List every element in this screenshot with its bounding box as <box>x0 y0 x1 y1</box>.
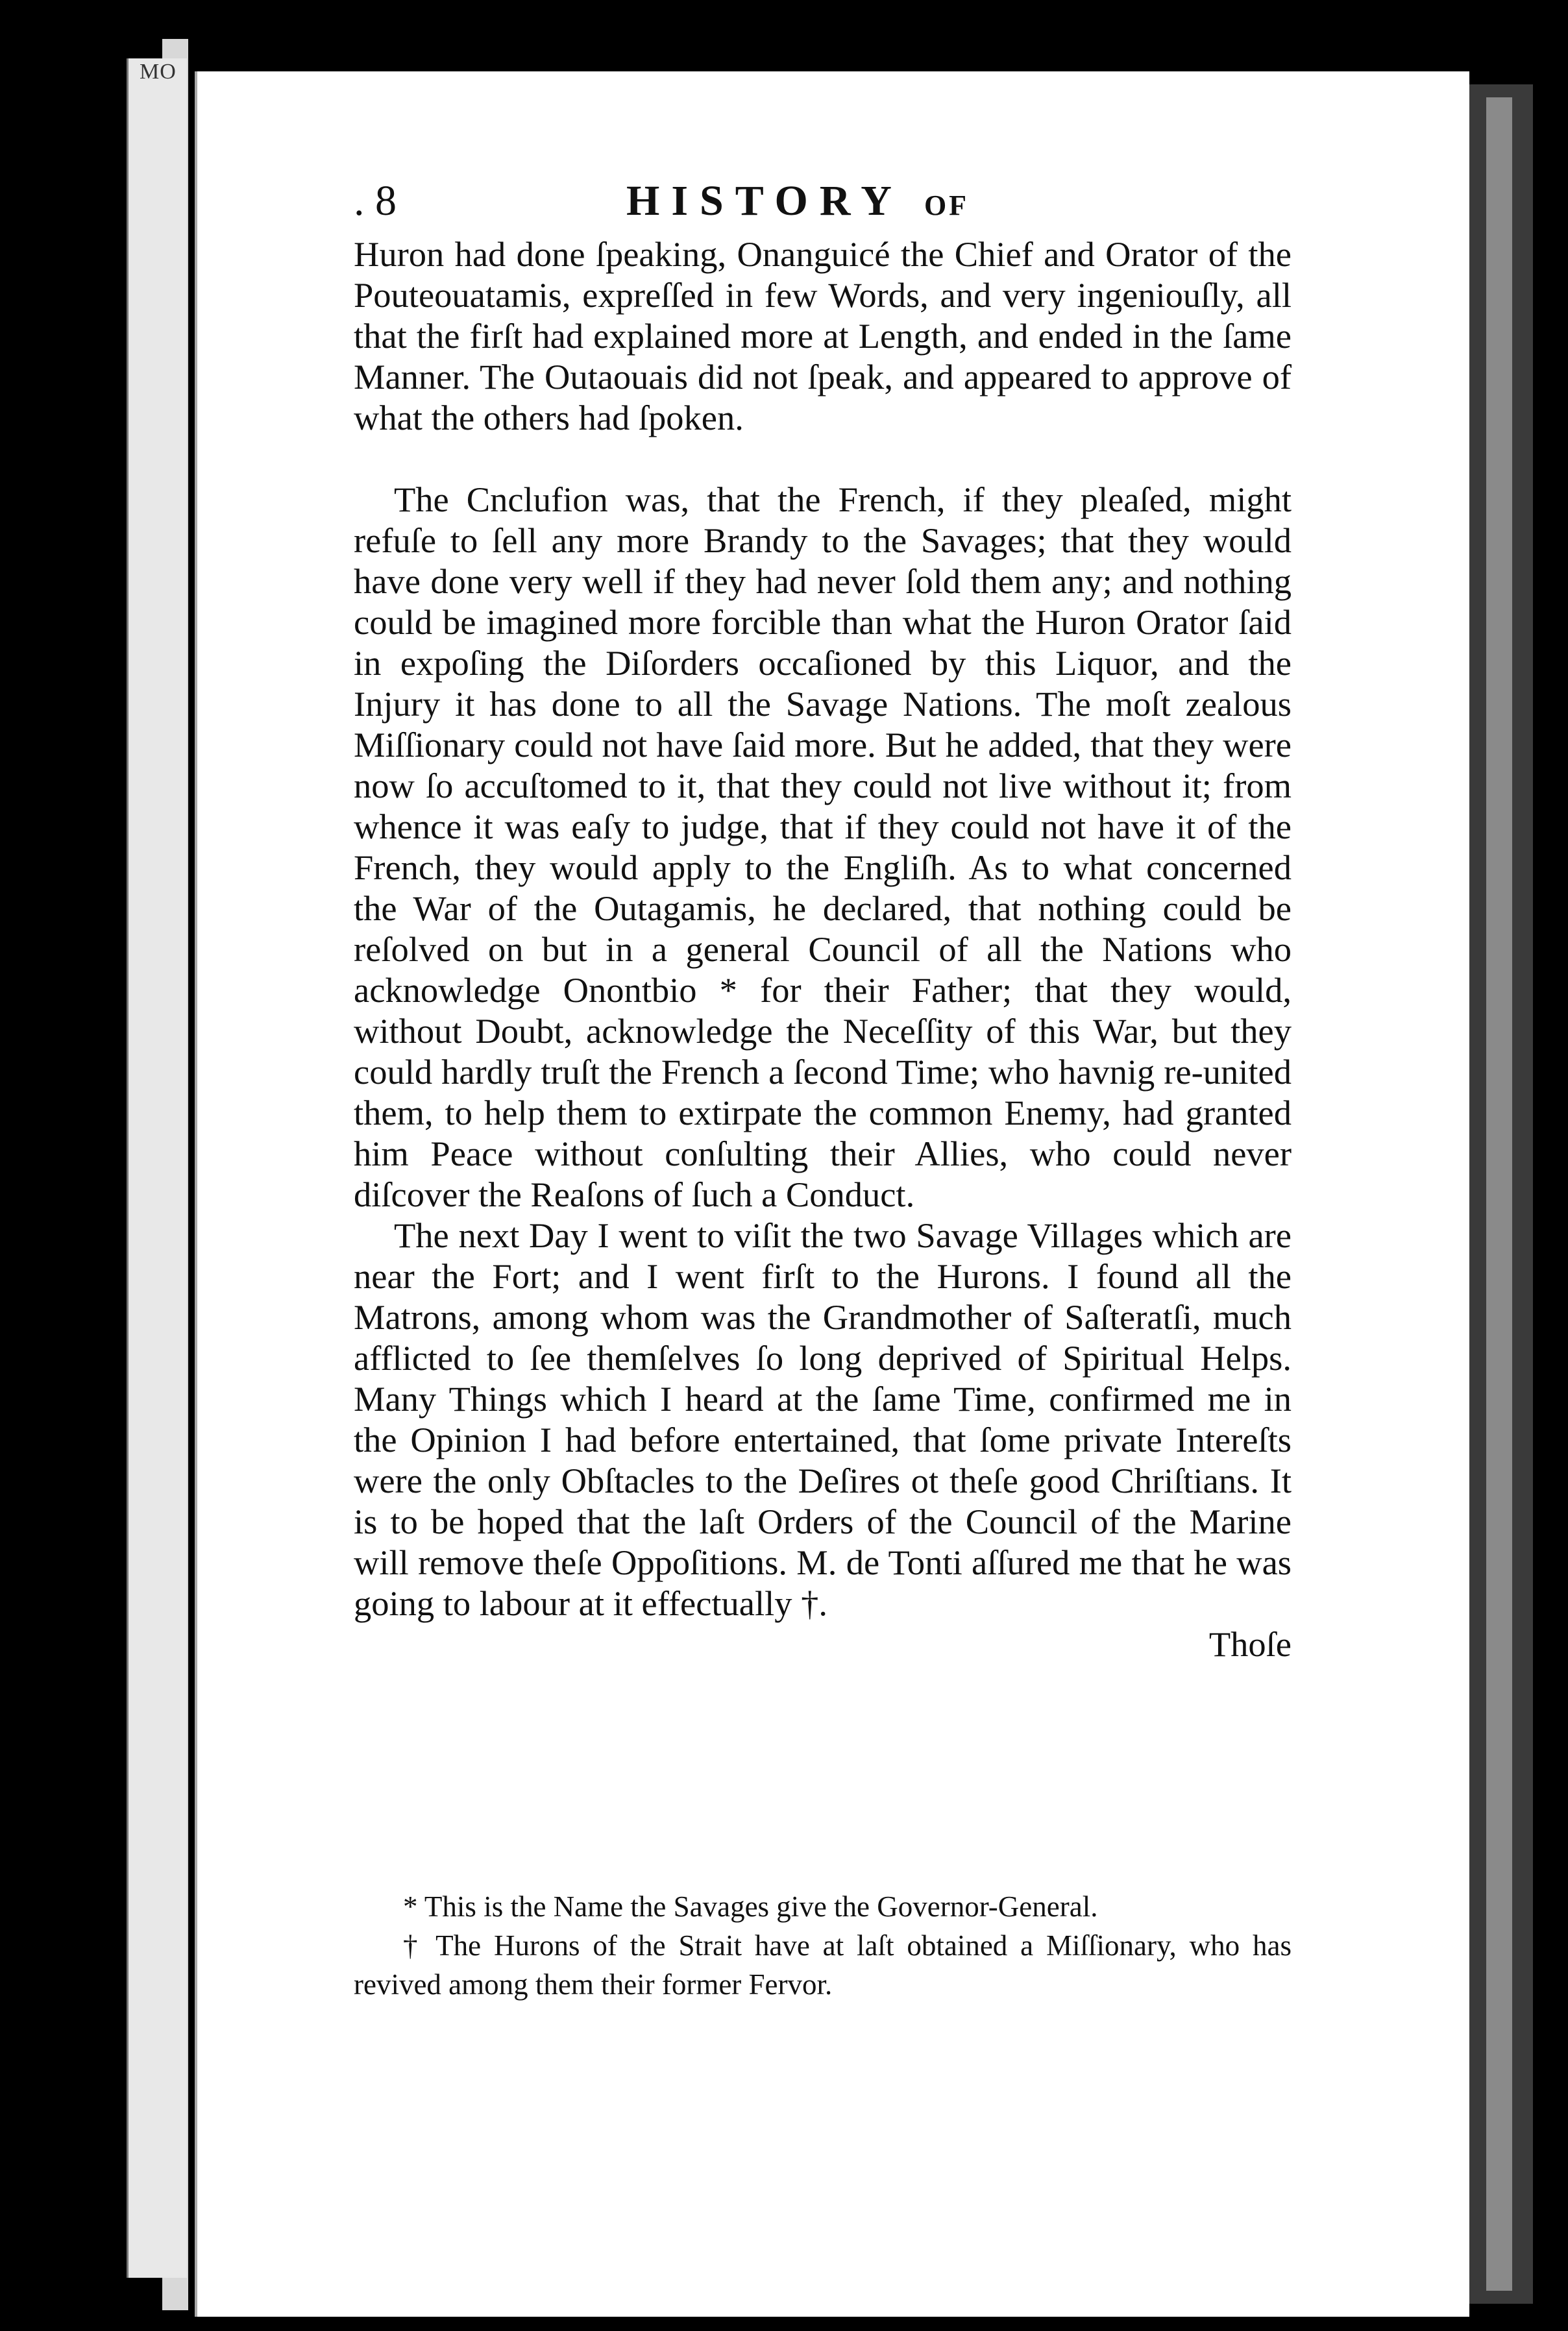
body-text <box>354 234 1292 1665</box>
paragraph-2: The Cnclufion was, that the French, if they pleaſed, might refuſe to ſell any more Brandy to the Savages; that they would have done very well if they had never ſold them any; and nothing could be imagined more forcible than what the Huron Orator ſaid in expoſing the Diſorders occaſioned by this Liquor, and the Injury it has done to all the Savage Nations. The moſt zealous Miſſionary could not have ſaid more. But he added, that they were now ſo accuſtomed to it, that they could not live without it; from whence it was eaſy to judge, that if they could not have it of the French, they would apply to the Engliſh. As to what concerned the War of the Outagamis, he declared, that nothing could be reſolved on but in a general Council of all the Nations who acknowledge Onontbio * for their Father; that they would, without Doubt, acknowledge the Neceſſity of this War, but they could hardly truſt the French a ſecond Time; who havnig re-united them, to help them to extirpate the common Enemy, had granted him Peace without conſulting their Allies, who could never diſcover the Reaſons of ſuch a Conduct. <box>354 480 1292 1214</box>
paragraph-1: Huron had done ſpeaking, Onanguicé the Chief and Orator of the Pouteouatamis, expreſſed in few Words, and very ingeniouſly, all that the firſt had explained more at Length, and ended in the ſame Manner. The Outaouais did not ſpeak, and appeared to approve of what the others had ſpoken. <box>354 234 1292 437</box>
spine-tag: MO <box>140 60 177 84</box>
catchword: Thoſe <box>1208 1624 1292 1664</box>
running-title-main: HISTORY <box>626 177 902 225</box>
running-title-of: OF <box>924 189 970 221</box>
paragraph-3: The next Day I went to viſit the two Savage Villages which are near the Fort; and I went firſt to the Hurons. I found all the Matrons, among whom was the Grandmother of Saſteratſi, much afflicted to ſee themſelves ſo long deprived of Spiritual Helps. Many Things which I heard at the ſame Time, confirmed me in the Opinion I had before entertained, that ſome private Intereſts were the only Obſtacles to the Deſires ot theſe good Chriſtians. It is to be hoped that the laſt Orders of the Council of the Marine will remove theſe Oppoſitions. M. de Tonti aſſured me that he was going to labour at it effectually †. <box>354 1215 1292 1623</box>
footnote-1: * This is the Name the Savages give the Governor-General. <box>403 1890 1098 1923</box>
running-title <box>626 172 969 235</box>
footnotes <box>354 1887 1292 2004</box>
page-header <box>354 172 1301 230</box>
footnote-2: † The Hurons of the Strait have at laſt obtained a Miſſionary, who has revived among them their former Fervor. <box>354 1929 1292 2001</box>
page-number: . 8 <box>354 177 397 225</box>
book-spine <box>127 58 187 2278</box>
page-edge-highlight <box>1486 97 1512 2291</box>
